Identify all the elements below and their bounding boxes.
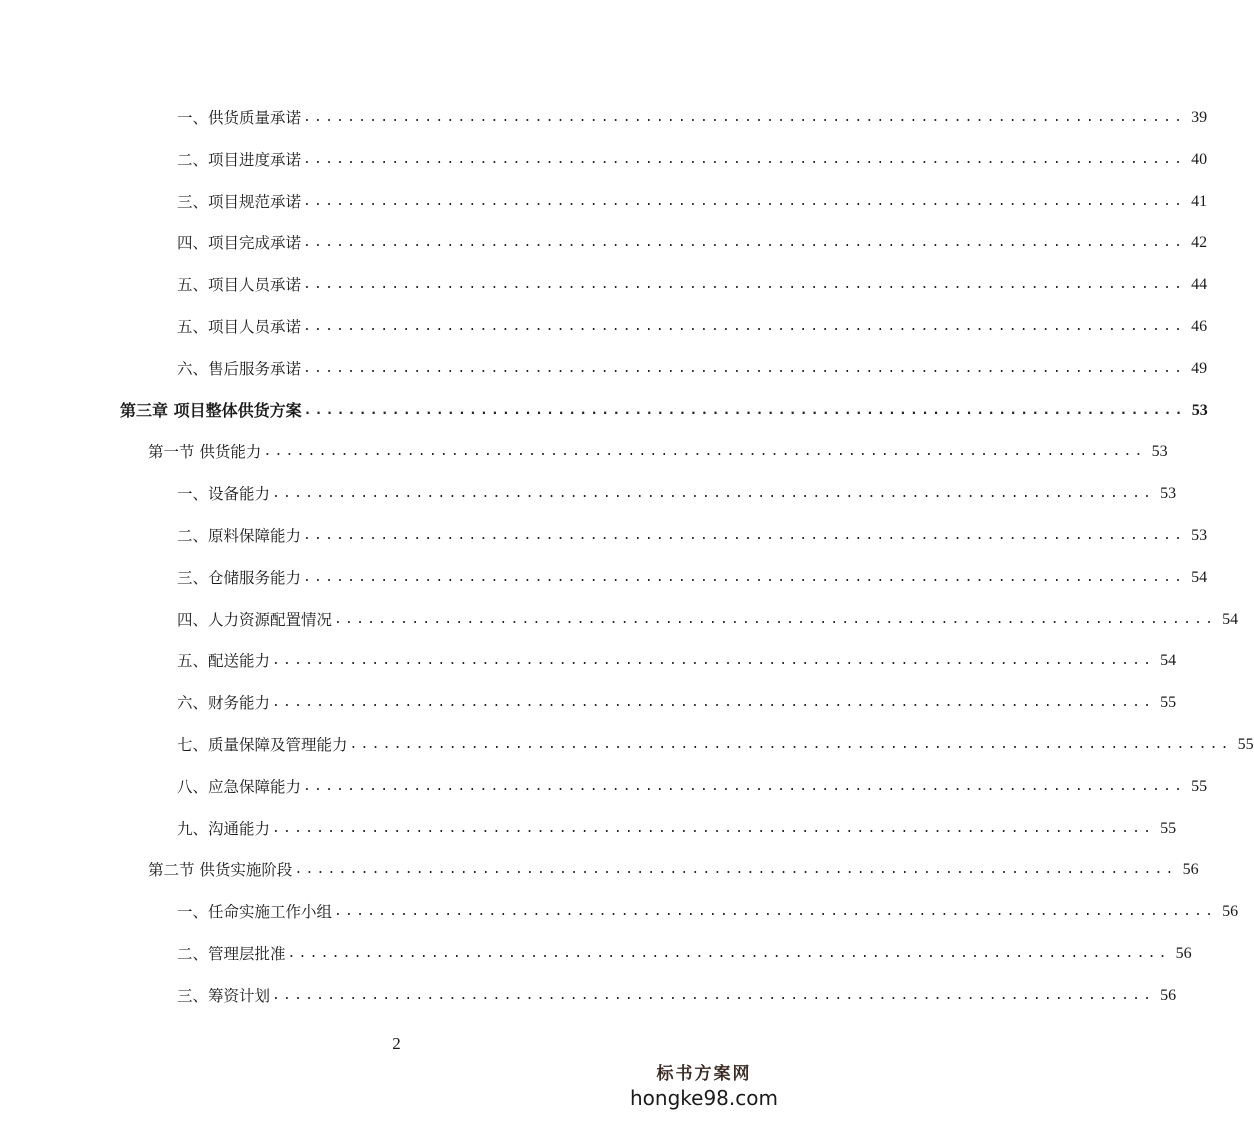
toc-entry-page: 56	[1175, 945, 1192, 962]
toc-entry-label: 四、人力资源配置情况	[177, 611, 333, 629]
toc-leader-dots: ................................................................................	[303, 570, 1186, 585]
toc-leader-dots: ................................................................................	[294, 862, 1177, 877]
toc-entry-page: 53	[1191, 402, 1208, 419]
toc-entry[interactable]	[177, 231, 1208, 255]
toc-entry[interactable]	[120, 399, 1208, 423]
toc-entry[interactable]	[177, 315, 1208, 339]
toc-leader-dots: ................................................................................	[303, 528, 1186, 543]
toc-entry-page: 55	[1160, 820, 1177, 837]
toc-entry-label: 三、仓储服务能力	[177, 569, 302, 587]
toc-entry[interactable]	[177, 691, 1177, 715]
toc-entry[interactable]	[177, 273, 1208, 297]
toc-entry-page: 56	[1222, 903, 1239, 920]
toc-entry-page: 56	[1160, 987, 1177, 1004]
toc-entry-page: 55	[1160, 694, 1177, 711]
toc-leader-dots: ................................................................................	[303, 779, 1186, 794]
toc-leader-dots: ................................................................................	[287, 946, 1170, 961]
toc-entry-label: 二、项目进度承诺	[177, 151, 302, 169]
toc-entry-page: 55	[1191, 778, 1208, 795]
toc-entry[interactable]	[177, 357, 1208, 381]
toc-entry[interactable]	[177, 148, 1208, 172]
toc-entry[interactable]	[177, 817, 1177, 841]
toc-entry[interactable]	[177, 900, 1239, 924]
toc-entry-label: 六、财务能力	[177, 694, 271, 712]
toc-entry-page: 40	[1191, 151, 1208, 168]
toc-leader-dots: ................................................................................	[349, 737, 1232, 752]
toc-entry[interactable]	[177, 566, 1208, 590]
toc-entry-page: 54	[1191, 569, 1208, 586]
toc-leader-dots: ................................................................................	[303, 277, 1186, 292]
toc-leader-dots: ................................................................................	[272, 821, 1155, 836]
toc-entry[interactable]	[148, 858, 1199, 882]
toc-leader-dots: ................................................................................	[303, 319, 1186, 334]
toc-entry[interactable]	[177, 190, 1208, 214]
watermark-url: hongke98.com	[630, 1086, 778, 1110]
toc-entry-page: 55	[1237, 736, 1254, 753]
toc-entry[interactable]	[177, 482, 1177, 506]
toc-entry[interactable]	[177, 775, 1208, 799]
toc-entry-label: 八、应急保障能力	[177, 778, 302, 796]
toc-entry[interactable]	[177, 524, 1208, 548]
toc-leader-dots: ................................................................................	[303, 194, 1186, 209]
toc-entry-page: 56	[1182, 861, 1199, 878]
toc-entry-label: 第一节 供货能力	[148, 443, 262, 461]
toc-leader-dots: ................................................................................	[263, 444, 1146, 459]
toc-entry-label: 五、项目人员承诺	[177, 318, 302, 336]
toc-leader-dots: ................................................................................	[272, 988, 1155, 1003]
toc-leader-dots: ................................................................................	[334, 612, 1217, 627]
toc-entry-label: 七、质量保障及管理能力	[177, 736, 348, 754]
toc-entry-page: 49	[1191, 360, 1208, 377]
toc-entry-label: 五、配送能力	[177, 652, 271, 670]
toc-entry-label: 二、原料保障能力	[177, 527, 302, 545]
toc-leader-dots: ................................................................................	[303, 235, 1186, 250]
toc-entry-label: 六、售后服务承诺	[177, 360, 302, 378]
toc-entry[interactable]	[177, 942, 1192, 966]
toc-entry[interactable]	[177, 649, 1177, 673]
toc-leader-dots: ................................................................................	[272, 486, 1155, 501]
toc-leader-dots: ................................................................................	[303, 152, 1186, 167]
toc-entry-page: 54	[1160, 652, 1177, 669]
toc-entry-page: 54	[1222, 611, 1239, 628]
toc-entry-page: 44	[1191, 276, 1208, 293]
toc-entry-label: 一、供货质量承诺	[177, 109, 302, 127]
toc-entry-page: 42	[1191, 234, 1208, 251]
toc-entry-page: 53	[1160, 485, 1177, 502]
toc-entry-label: 二、管理层批准	[177, 945, 286, 963]
toc-entry-label: 九、沟通能力	[177, 820, 271, 838]
toc-leader-dots: ................................................................................	[272, 653, 1155, 668]
toc-entry[interactable]	[177, 106, 1208, 130]
toc-leader-dots: ................................................................................	[303, 361, 1186, 376]
watermark-title: 标书方案网	[656, 1064, 752, 1084]
toc-entry-page: 53	[1151, 443, 1168, 460]
toc-entry[interactable]	[177, 608, 1239, 632]
toc-leader-dots: ................................................................................	[272, 695, 1155, 710]
toc-entry[interactable]	[177, 984, 1177, 1008]
toc-entry-label: 三、项目规范承诺	[177, 193, 302, 211]
toc-entry-label: 四、项目完成承诺	[177, 234, 302, 252]
toc-entry-page: 46	[1191, 318, 1208, 335]
watermark	[629, 1062, 779, 1110]
toc-entry-label: 一、任命实施工作小组	[177, 903, 333, 921]
toc-entry-label: 一、设备能力	[177, 485, 271, 503]
toc-leader-dots: ................................................................................	[303, 403, 1186, 418]
toc-entry-label: 第二节 供货实施阶段	[148, 861, 293, 879]
toc-entry[interactable]	[148, 440, 1168, 464]
toc-entry-label: 三、筹资计划	[177, 987, 271, 1005]
toc-entry-page: 41	[1191, 193, 1208, 210]
page-number: 2	[392, 1034, 401, 1053]
toc-entry-label: 第三章 项目整体供货方案	[120, 401, 302, 420]
toc-entry[interactable]	[177, 733, 1254, 757]
toc-entry-page: 53	[1191, 527, 1208, 544]
toc-entry-page: 39	[1191, 109, 1208, 126]
toc-leader-dots: ................................................................................	[303, 110, 1186, 125]
toc-leader-dots: ................................................................................	[334, 904, 1217, 919]
toc-entry-label: 五、项目人员承诺	[177, 276, 302, 294]
